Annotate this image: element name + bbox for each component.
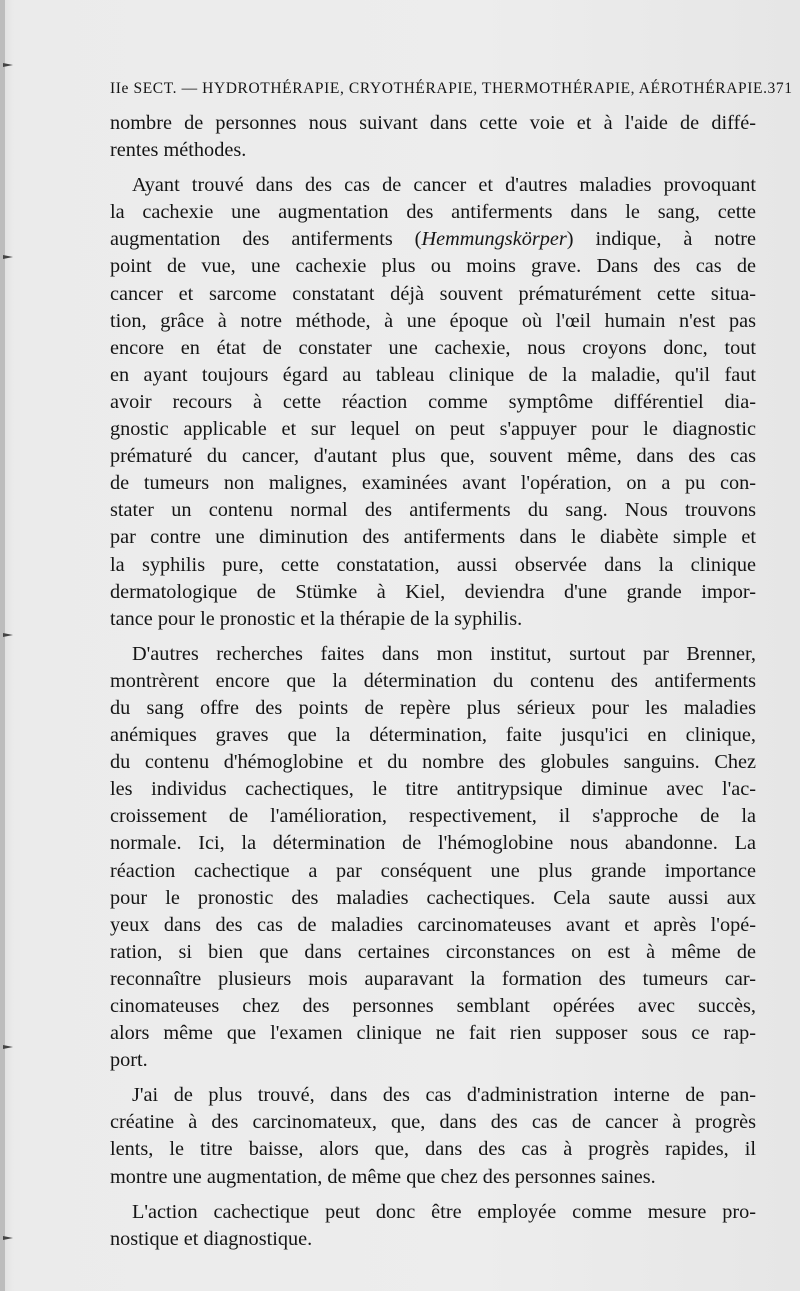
text-line: gnostic applicable et sur lequel on peut s'appuyer pour le diagnostic bbox=[110, 418, 756, 441]
paragraph-spacer bbox=[110, 1191, 756, 1199]
text-line: ration, si bien que dans certaines circonstances on est à même de bbox=[110, 940, 756, 963]
margin-mark-icon bbox=[3, 252, 15, 262]
text-line: croissement de l'amélioration, respectivement, il s'approche de la bbox=[110, 805, 756, 828]
text-line: du contenu d'hémoglobine et du nombre des globules sanguins. Chez bbox=[110, 751, 756, 774]
text-line: en ayant toujours égard au tableau clinique de la maladie, qu'il faut bbox=[110, 363, 756, 386]
text-line: lents, le titre baisse, alors que, dans des cas à progrès rapides, il bbox=[110, 1138, 756, 1161]
text-line: normale. Ici, la détermination de l'hémoglobine nous abandonne. La bbox=[110, 832, 756, 855]
text-line: par contre une diminution des antiferments dans le diabète simple et bbox=[110, 526, 756, 549]
text-line: montre une augmentation, de même que chez des personnes saines. bbox=[110, 1165, 656, 1188]
text-line: les individus cachectiques, le titre antitrypsique diminue avec l'ac- bbox=[110, 778, 756, 801]
text-line: J'ai de plus trouvé, dans des cas d'administration interne de pan- bbox=[132, 1084, 756, 1107]
text-line: réaction cachectique a par conséquent une plus grande importance bbox=[110, 859, 756, 882]
text-line: reconnaître plusieurs mois auparavant la formation des tumeurs car- bbox=[110, 967, 756, 990]
text-line: tion, grâce à notre méthode, à une époque où l'œil humain n'est pas bbox=[110, 309, 756, 332]
margin-mark-icon bbox=[3, 630, 15, 640]
text-line: de tumeurs non malignes, examinées avant l'opération, on a pu con- bbox=[110, 472, 756, 495]
text-line: yeux dans des cas de maladies carcinomateuses avant et après l'opé- bbox=[110, 913, 756, 936]
text-line: montrèrent encore que la détermination du contenu des antiferments bbox=[110, 669, 756, 692]
paragraph bbox=[110, 110, 756, 164]
running-header bbox=[110, 80, 793, 98]
paragraph bbox=[110, 641, 756, 1075]
paragraph-spacer bbox=[110, 164, 756, 172]
text-line: point de vue, une cachexie plus ou moins grave. Dans des cas de bbox=[110, 255, 756, 278]
paragraph bbox=[110, 1199, 756, 1253]
text-line: la syphilis pure, cette constatation, aussi observée dans la clinique bbox=[110, 553, 756, 576]
margin-mark-icon bbox=[3, 60, 15, 70]
text-line: avoir recours à cette réaction comme symptôme différentiel dia- bbox=[110, 390, 756, 413]
running-header-title: IIe SECT. — HYDROTHÉRAPIE, CRYOTHÉRAPIE, THERMOTHÉRAPIE, AÉROTHÉRAPIE. bbox=[110, 80, 768, 97]
text-line: alors même que l'examen clinique ne fait rien supposer sous ce rap- bbox=[110, 1022, 756, 1045]
text-line: nostique et diagnostique. bbox=[110, 1227, 313, 1250]
paragraph-spacer bbox=[110, 633, 756, 641]
page-number: 371 bbox=[767, 80, 793, 97]
text-line: créatine à des carcinomateux, que, dans des cas de cancer à progrès bbox=[110, 1111, 756, 1134]
text-line: Ayant trouvé dans des cas de cancer et d'autres maladies provoquant bbox=[132, 174, 756, 197]
text-line: anémiques graves que la détermination, faite jusqu'ici en clinique, bbox=[110, 724, 756, 747]
body-text bbox=[110, 110, 756, 1253]
text-line: prématuré du cancer, d'autant plus que, souvent même, dans des cas bbox=[110, 445, 756, 468]
text-line: dermatologique de Stümke à Kiel, deviendra d'une grande impor- bbox=[110, 580, 756, 603]
binding-edge bbox=[0, 0, 5, 1291]
text-line: cancer et sarcome constatant déjà souvent prématurément cette situa- bbox=[110, 282, 756, 305]
margin-mark-icon bbox=[3, 1233, 15, 1243]
text-line: D'autres recherches faites dans mon institut, surtout par Brenner, bbox=[132, 642, 756, 665]
paragraph-spacer bbox=[110, 1074, 756, 1082]
text-line: nombre de personnes nous suivant dans cette voie et à l'aide de diffé- bbox=[110, 112, 756, 134]
text-line: L'action cachectique peut donc être employée comme mesure pro- bbox=[132, 1200, 756, 1223]
text-line: la cachexie une augmentation des antiferments dans le sang, cette bbox=[110, 201, 756, 224]
text-line: cinomateuses chez des personnes semblant opérées avec succès, bbox=[110, 995, 756, 1017]
paragraph bbox=[110, 172, 756, 633]
text-line: port. bbox=[110, 1049, 148, 1072]
text-line: rentes méthodes. bbox=[110, 139, 247, 162]
text-line: du sang offre des points de repère plus sérieux pour les maladies bbox=[110, 696, 756, 719]
paragraph bbox=[110, 1082, 756, 1190]
text-line: augmentation des antiferments (Hemmungskörper) indique, à notre bbox=[110, 228, 756, 251]
margin-mark-icon bbox=[3, 1042, 15, 1052]
text-line: tance pour le pronostic et la thérapie de la syphilis. bbox=[110, 607, 523, 630]
text-line: encore en état de constater une cachexie, nous croyons donc, tout bbox=[110, 336, 756, 359]
text-line: stater un contenu normal des antiferments du sang. Nous trouvons bbox=[110, 499, 756, 522]
text-line: pour le pronostic des maladies cachectiques. Cela saute aussi aux bbox=[110, 886, 756, 909]
